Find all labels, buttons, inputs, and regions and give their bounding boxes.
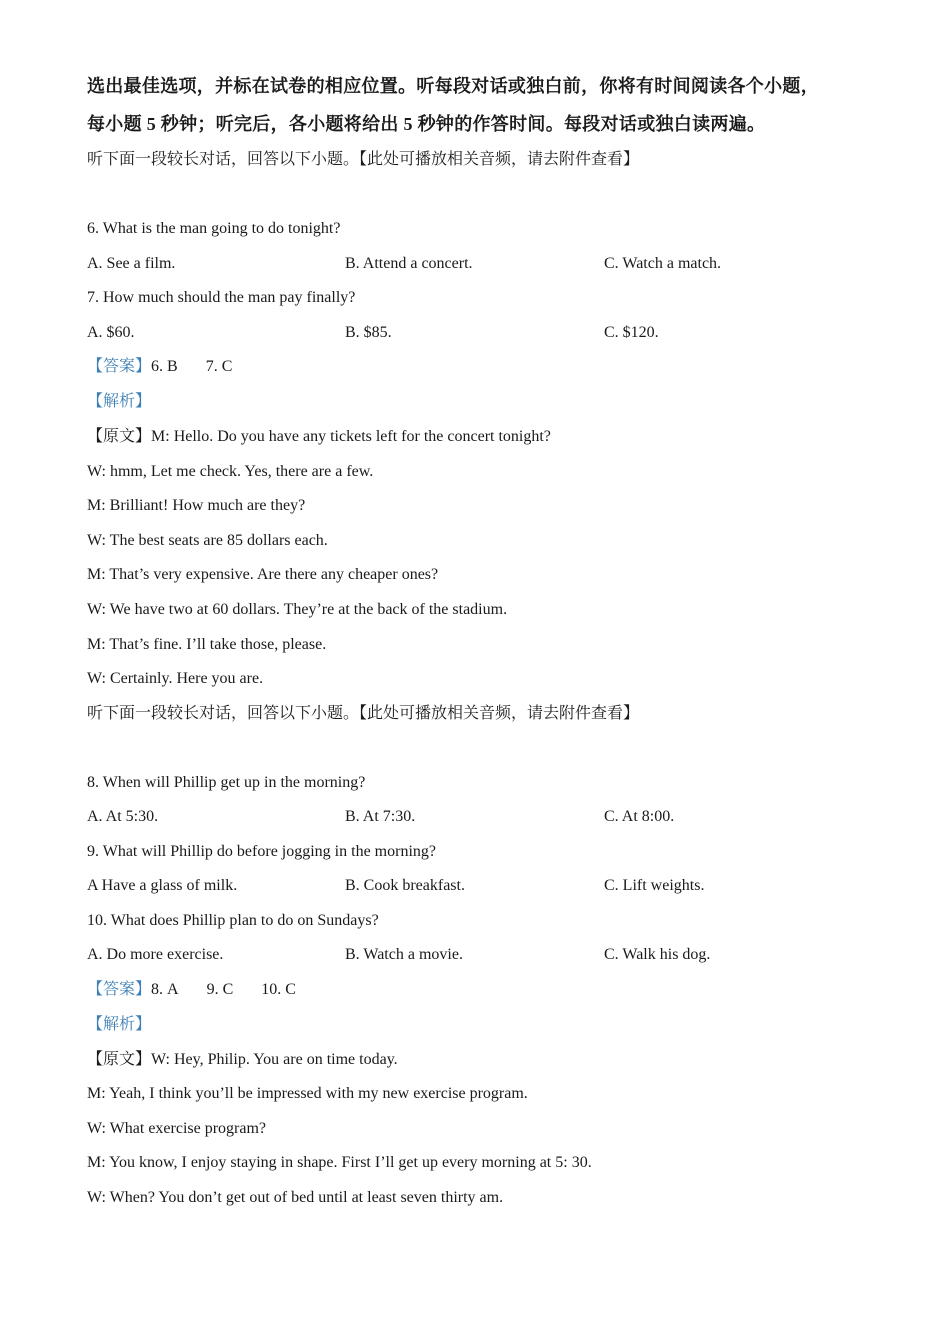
answer-10: 10. C xyxy=(261,981,296,998)
question-6: 6. What is the man going to do tonight? xyxy=(87,220,341,237)
instruction-line-2: 每小题 5 秒钟；听完后，各小题将给出 5 秒钟的作答时间。每段对话或独白读两遍。 xyxy=(87,114,766,134)
answer-6: 6. B xyxy=(151,358,178,375)
answer-9: 9. C xyxy=(206,981,234,998)
transcript-line: M: You know, I enjoy staying in shape. First I’ll get up every morning at 5: 30. xyxy=(87,1154,592,1171)
section2-intro: 听下面一段较长对话，回答以下小题。【此处可播放相关音频，请去附件查看】 xyxy=(87,705,640,722)
question-10-options xyxy=(87,945,867,965)
analysis-label: 【解析】 xyxy=(87,393,152,410)
analysis-label: 【解析】 xyxy=(87,1016,152,1033)
option-7c: C. $120. xyxy=(604,324,659,341)
answer-label: 【答案】 xyxy=(87,981,152,998)
question-6-options xyxy=(87,254,867,274)
answer-line-1 xyxy=(87,357,232,377)
option-10a: A. Do more exercise. xyxy=(87,946,224,963)
question-9-options xyxy=(87,876,867,896)
option-6b: B. Attend a concert. xyxy=(345,255,473,272)
transcript-line: M: Brilliant! How much are they? xyxy=(87,497,306,514)
question-7-options xyxy=(87,323,867,343)
question-8: 8. When will Phillip get up in the morning? xyxy=(87,774,366,791)
section1-intro: 听下面一段较长对话，回答以下小题。【此处可播放相关音频，请去附件查看】 xyxy=(87,151,640,168)
transcript-text: W: Hey, Philip. You are on time today. xyxy=(151,1051,398,1068)
transcript-line: W: We have two at 60 dollars. They’re at the back of the stadium. xyxy=(87,601,508,618)
option-7a: A. $60. xyxy=(87,324,135,341)
option-8b: B. At 7:30. xyxy=(345,808,416,825)
answer-7: 7. C xyxy=(205,358,233,375)
question-10: 10. What does Phillip plan to do on Sundays? xyxy=(87,912,379,929)
option-8a: A. At 5:30. xyxy=(87,808,159,825)
transcript-line: W: Certainly. Here you are. xyxy=(87,670,264,687)
option-7b: B. $85. xyxy=(345,324,392,341)
transcript-line: M: That’s very expensive. Are there any cheaper ones? xyxy=(87,566,439,583)
transcript-line: W: When? You don’t get out of bed until at least seven thirty am. xyxy=(87,1189,504,1206)
question-7: 7. How much should the man pay finally? xyxy=(87,289,356,306)
option-9b: B. Cook breakfast. xyxy=(345,877,465,894)
answer-8: 8. A xyxy=(151,981,179,998)
transcript-line xyxy=(87,427,551,447)
option-6c: C. Watch a match. xyxy=(604,255,722,272)
transcript-line: M: Yeah, I think you’ll be impressed with my new exercise program. xyxy=(87,1085,528,1102)
question-8-options xyxy=(87,807,867,827)
answer-label: 【答案】 xyxy=(87,358,152,375)
transcript-line xyxy=(87,1050,398,1070)
option-6a: A. See a film. xyxy=(87,255,176,272)
transcript-line: W: The best seats are 85 dollars each. xyxy=(87,532,328,549)
instruction-line-1: 选出最佳选项，并标在试卷的相应位置。听每段对话或独白前，你将有时间阅读各个小题， xyxy=(87,76,819,96)
transcript-line: W: hmm, Let me check. Yes, there are a few. xyxy=(87,463,374,480)
transcript-line: M: That’s fine. I’ll take those, please. xyxy=(87,636,327,653)
transcript-label: 【原文】 xyxy=(87,1051,152,1068)
option-8c: C. At 8:00. xyxy=(604,808,675,825)
question-9: 9. What will Phillip do before jogging in the morning? xyxy=(87,843,436,860)
option-9c: C. Lift weights. xyxy=(604,877,705,894)
option-10b: B. Watch a movie. xyxy=(345,946,463,963)
option-9a: A Have a glass of milk. xyxy=(87,877,238,894)
transcript-line: W: What exercise program? xyxy=(87,1120,267,1137)
transcript-text: M: Hello. Do you have any tickets left for the concert tonight? xyxy=(151,428,551,445)
answer-line-2 xyxy=(87,980,296,1000)
transcript-label: 【原文】 xyxy=(87,428,152,445)
option-10c: C. Walk his dog. xyxy=(604,946,711,963)
